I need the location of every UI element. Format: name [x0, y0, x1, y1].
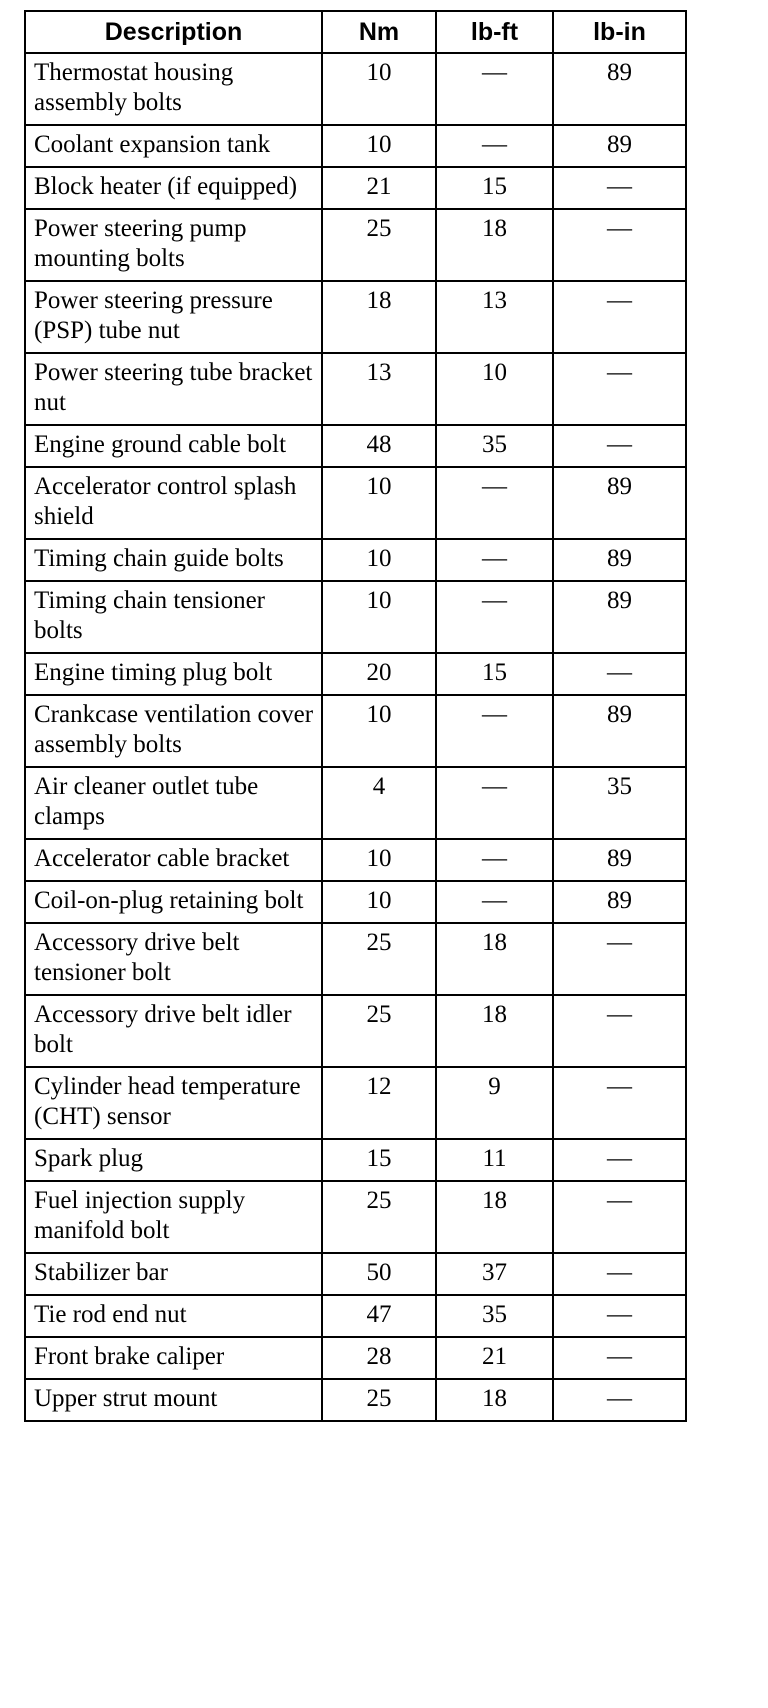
lb-in-cell: —: [553, 653, 686, 695]
lb-ft-cell: —: [436, 839, 553, 881]
nm-cell: 47: [322, 1295, 436, 1337]
nm-cell: 25: [322, 995, 436, 1067]
description-cell: Accessory drive belt tensioner bolt: [25, 923, 322, 995]
table-row: [25, 167, 686, 209]
table-row: [25, 539, 686, 581]
table-row: [25, 1067, 686, 1139]
description-cell: Power steering pump mounting bolts: [25, 209, 322, 281]
lb-in-cell: 89: [553, 467, 686, 539]
table-row: [25, 53, 686, 125]
nm-cell: 10: [322, 695, 436, 767]
table-row: [25, 353, 686, 425]
table-row: [25, 1139, 686, 1181]
table-row: [25, 281, 686, 353]
lb-in-cell: —: [553, 353, 686, 425]
description-cell: Air cleaner outlet tube clamps: [25, 767, 322, 839]
lb-ft-cell: 18: [436, 995, 553, 1067]
nm-cell: 10: [322, 881, 436, 923]
lb-ft-cell: —: [436, 695, 553, 767]
description-cell: Accessory drive belt idler bolt: [25, 995, 322, 1067]
lb-in-cell: —: [553, 1379, 686, 1421]
table-row: [25, 1379, 686, 1421]
lb-ft-cell: 18: [436, 1181, 553, 1253]
table-row: [25, 1181, 686, 1253]
lb-ft-cell: 10: [436, 353, 553, 425]
lb-in-cell: —: [553, 281, 686, 353]
table-row: [25, 1337, 686, 1379]
lb-in-cell: 89: [553, 881, 686, 923]
description-cell: Power steering tube bracket nut: [25, 353, 322, 425]
nm-cell: 10: [322, 467, 436, 539]
table-row: [25, 1295, 686, 1337]
table-row: [25, 923, 686, 995]
nm-cell: 20: [322, 653, 436, 695]
lb-in-cell: —: [553, 1139, 686, 1181]
description-cell: Timing chain tensioner bolts: [25, 581, 322, 653]
lb-ft-cell: 15: [436, 653, 553, 695]
table-row: [25, 581, 686, 653]
nm-cell: 28: [322, 1337, 436, 1379]
nm-cell: 25: [322, 923, 436, 995]
table-row: [25, 1253, 686, 1295]
description-cell: Tie rod end nut: [25, 1295, 322, 1337]
table-row: [25, 653, 686, 695]
description-cell: Accelerator control splash shield: [25, 467, 322, 539]
lb-ft-cell: 18: [436, 923, 553, 995]
lb-ft-cell: 37: [436, 1253, 553, 1295]
column-header-lb-ft: lb-ft: [436, 11, 553, 53]
description-cell: Timing chain guide bolts: [25, 539, 322, 581]
lb-ft-cell: 18: [436, 209, 553, 281]
nm-cell: 48: [322, 425, 436, 467]
table-row: [25, 839, 686, 881]
table-row: [25, 881, 686, 923]
lb-ft-cell: —: [436, 881, 553, 923]
nm-cell: 12: [322, 1067, 436, 1139]
nm-cell: 25: [322, 1181, 436, 1253]
table-row: [25, 695, 686, 767]
description-cell: Coil-on-plug retaining bolt: [25, 881, 322, 923]
header-row: [25, 11, 686, 53]
nm-cell: 21: [322, 167, 436, 209]
lb-in-cell: —: [553, 425, 686, 467]
lb-in-cell: 89: [553, 53, 686, 125]
nm-cell: 15: [322, 1139, 436, 1181]
description-cell: Cylinder head temperature (CHT) sensor: [25, 1067, 322, 1139]
lb-ft-cell: —: [436, 53, 553, 125]
lb-in-cell: —: [553, 1181, 686, 1253]
torque-spec-table: [24, 10, 687, 1422]
lb-in-cell: —: [553, 1253, 686, 1295]
lb-in-cell: —: [553, 1067, 686, 1139]
nm-cell: 18: [322, 281, 436, 353]
lb-in-cell: 35: [553, 767, 686, 839]
description-cell: Engine timing plug bolt: [25, 653, 322, 695]
lb-ft-cell: 9: [436, 1067, 553, 1139]
lb-ft-cell: —: [436, 767, 553, 839]
nm-cell: 10: [322, 53, 436, 125]
lb-ft-cell: —: [436, 467, 553, 539]
column-header-nm: Nm: [322, 11, 436, 53]
description-cell: Front brake caliper: [25, 1337, 322, 1379]
nm-cell: 25: [322, 209, 436, 281]
description-cell: Spark plug: [25, 1139, 322, 1181]
nm-cell: 10: [322, 581, 436, 653]
lb-ft-cell: 15: [436, 167, 553, 209]
description-cell: Fuel injection supply manifold bolt: [25, 1181, 322, 1253]
lb-in-cell: —: [553, 1295, 686, 1337]
nm-cell: 10: [322, 539, 436, 581]
lb-in-cell: —: [553, 167, 686, 209]
lb-in-cell: —: [553, 209, 686, 281]
nm-cell: 25: [322, 1379, 436, 1421]
description-cell: Upper strut mount: [25, 1379, 322, 1421]
table-row: [25, 125, 686, 167]
lb-in-cell: 89: [553, 839, 686, 881]
lb-in-cell: 89: [553, 539, 686, 581]
lb-ft-cell: 13: [436, 281, 553, 353]
lb-ft-cell: 35: [436, 1295, 553, 1337]
lb-ft-cell: —: [436, 581, 553, 653]
table-row: [25, 425, 686, 467]
lb-in-cell: 89: [553, 581, 686, 653]
lb-ft-cell: 35: [436, 425, 553, 467]
table-row: [25, 995, 686, 1067]
table-row: [25, 467, 686, 539]
nm-cell: 4: [322, 767, 436, 839]
description-cell: Crankcase ventilation cover assembly bolts: [25, 695, 322, 767]
column-header-lb-in: lb-in: [553, 11, 686, 53]
lb-in-cell: —: [553, 1337, 686, 1379]
lb-in-cell: 89: [553, 695, 686, 767]
lb-in-cell: 89: [553, 125, 686, 167]
description-cell: Power steering pressure (PSP) tube nut: [25, 281, 322, 353]
nm-cell: 13: [322, 353, 436, 425]
lb-ft-cell: —: [436, 125, 553, 167]
lb-ft-cell: 21: [436, 1337, 553, 1379]
description-cell: Block heater (if equipped): [25, 167, 322, 209]
description-cell: Engine ground cable bolt: [25, 425, 322, 467]
column-header-description: Description: [25, 11, 322, 53]
nm-cell: 10: [322, 125, 436, 167]
description-cell: Coolant expansion tank: [25, 125, 322, 167]
description-cell: Thermostat housing assembly bolts: [25, 53, 322, 125]
description-cell: Stabilizer bar: [25, 1253, 322, 1295]
lb-ft-cell: 18: [436, 1379, 553, 1421]
nm-cell: 10: [322, 839, 436, 881]
description-cell: Accelerator cable bracket: [25, 839, 322, 881]
lb-in-cell: —: [553, 995, 686, 1067]
lb-in-cell: —: [553, 923, 686, 995]
nm-cell: 50: [322, 1253, 436, 1295]
table-row: [25, 767, 686, 839]
lb-ft-cell: 11: [436, 1139, 553, 1181]
table-row: [25, 209, 686, 281]
lb-ft-cell: —: [436, 539, 553, 581]
